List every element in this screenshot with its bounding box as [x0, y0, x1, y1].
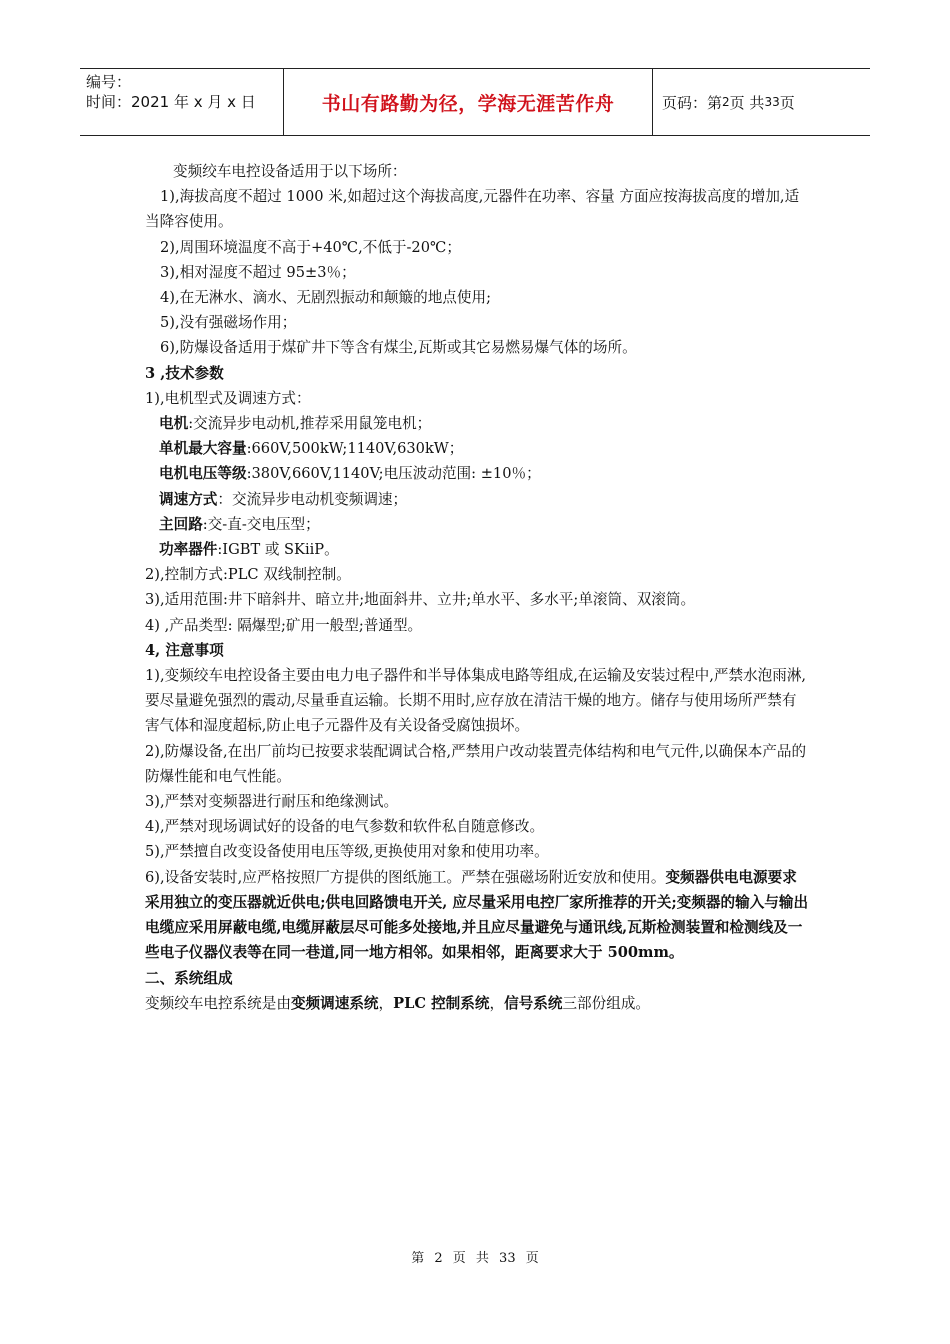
spec-label: 主回路 [159, 515, 203, 533]
site-item-6: 6),防爆设备适用于煤矿井下等含有煤尘,瓦斯或其它易燃易爆气体的场所。 [160, 339, 637, 357]
system-part-vfd: 变频调速系统 [290, 994, 379, 1012]
page-footer: 第 2 页 共 33 页 [411, 1251, 539, 1266]
note-item-1: 1),变频绞车电控设备主要由电力电子器件和半导体集成电路等组成,在运输及安装过程中,严禁水泡雨淋,要尽量避免强烈的震动,尽量垂直运输。长期不用时,应存放在清洁干燥的地方。储存与使用场所严禁有害气体和湿度超标,防止电子元器件及有关设备受腐蚀损坏。 [145, 667, 807, 735]
section-heading-notes: 4, 注意事项 [145, 641, 224, 659]
page-mid: 页 共 [729, 93, 765, 112]
header-meta [80, 69, 283, 135]
spec-label: 功率器件 [159, 541, 218, 559]
spec-value: :IGBT 或 SKiiP。 [217, 541, 339, 559]
section-heading-tech: 3 ,技术参数 [145, 364, 224, 382]
system-sep: ， [378, 994, 394, 1012]
intro-paragraph: 变频绞车电控设备适用于以下场所： [173, 163, 407, 180]
system-suffix: 三部份组成。 [562, 994, 651, 1012]
site-item-2: 2),周围环境温度不高于+40℃,不低于-20℃； [160, 238, 461, 256]
spec-max-capacity [145, 436, 810, 461]
spec-value: :交-直-交电压型； [202, 515, 320, 533]
system-part-signal: 信号系统 [504, 994, 563, 1012]
system-composition [145, 991, 810, 1016]
site-item-3: 3),相对湿度不超过 95±3％； [160, 263, 356, 281]
spec-main-circuit [145, 512, 810, 537]
note-item-4: 4),严禁对现场调试好的设备的电气参数和软件私自随意修改。 [145, 818, 545, 836]
note-item-3: 3),严禁对变频器进行耐压和绝缘测试。 [145, 793, 399, 811]
note-6-emphasis: 变频器供电电源要求采用独立的变压器就近供电;供电回路馈电开关, 应尽量采用电控厂家所推荐的开关;变频器的输入与输出电缆应采用屏蔽电缆,电缆屏蔽层尽可能多处接地,并且应尽量避免与通讯线,瓦斯检测装置和检测线及一些电子仪器仪表等在同一巷道,同一地方相邻。如果相邻，距离要求大于 500mm。 [145, 868, 809, 962]
spec-value: :380V,660V,1140V;电压波动范围: ±10％； [246, 465, 541, 483]
site-item-5: 5),没有强磁场作用； [160, 314, 297, 332]
section-heading-system: 二、系统组成 [145, 969, 233, 987]
document-number-label: 编号： [86, 73, 132, 91]
spec-label: 调速方式 [159, 490, 218, 508]
spec-label: 电机电压等级 [159, 465, 247, 483]
system-sep: ， [489, 994, 505, 1012]
document-body [145, 159, 810, 1016]
spec-value: :交流异步电动机,推荐采用鼠笼电机； [188, 415, 432, 433]
spec-speed-control [145, 487, 810, 512]
spec-value: ：交流异步电动机变频调速； [217, 490, 408, 508]
system-part-plc: PLC 控制系统 [393, 994, 490, 1012]
page-prefix: 页码：第 [662, 93, 723, 112]
spec-label: 单机最大容量 [159, 440, 247, 458]
page-current: 2 [722, 95, 730, 109]
page-suffix: 页 [779, 93, 795, 112]
system-prefix: 变频绞车电控系统是由 [145, 994, 291, 1012]
header-motto: 书山有路勤为径，学海无涯苦作舟 [283, 69, 653, 135]
control-mode: 2),控制方式:PLC 双线制控制。 [145, 566, 351, 584]
site-item-1: 1),海拔高度不超过 1000 米,如超过这个海拔高度,元器件在功率、容量 方面应按海拔高度的增加,适当降容使用。 [145, 188, 800, 231]
header-page-info [653, 69, 870, 135]
note-item-2: 2),防爆设备,在出厂前均已按要求装配调试合格,严禁用户改动装置壳体结构和电气元件,以确保本产品的防爆性能和电气性能。 [145, 742, 807, 785]
page-total: 33 [764, 95, 780, 109]
application-scope: 3),适用范围:井下暗斜井、暗立井;地面斜井、立井;单水平、多水平;单滚筒、双滚筒。 [145, 591, 696, 609]
motor-intro: 1),电机型式及调速方式： [145, 389, 311, 407]
spec-value: :660V,500kW;1140V,630kW； [246, 440, 464, 458]
note-item-6 [145, 865, 810, 966]
document-date: 时间：2021 年 x 月 x 日 [86, 93, 256, 111]
product-types: 4) ,产品类型: 隔爆型;矿用一般型;普通型。 [145, 616, 423, 634]
page-header [80, 68, 870, 136]
spec-voltage-levels [145, 461, 810, 486]
site-item-4: 4),在无淋水、滴水、无剧烈振动和颠簸的地点使用; [160, 289, 492, 307]
spec-power-device [145, 537, 810, 562]
spec-motor [145, 411, 810, 436]
note-item-5: 5),严禁擅自改变设备使用电压等级,更换使用对象和使用功率。 [145, 843, 549, 861]
note-6-text: 6),设备安装时,应严格按照厂方提供的图纸施工。严禁在强磁场附近安放和使用。 [145, 868, 666, 886]
spec-label: 电机 [159, 415, 189, 433]
